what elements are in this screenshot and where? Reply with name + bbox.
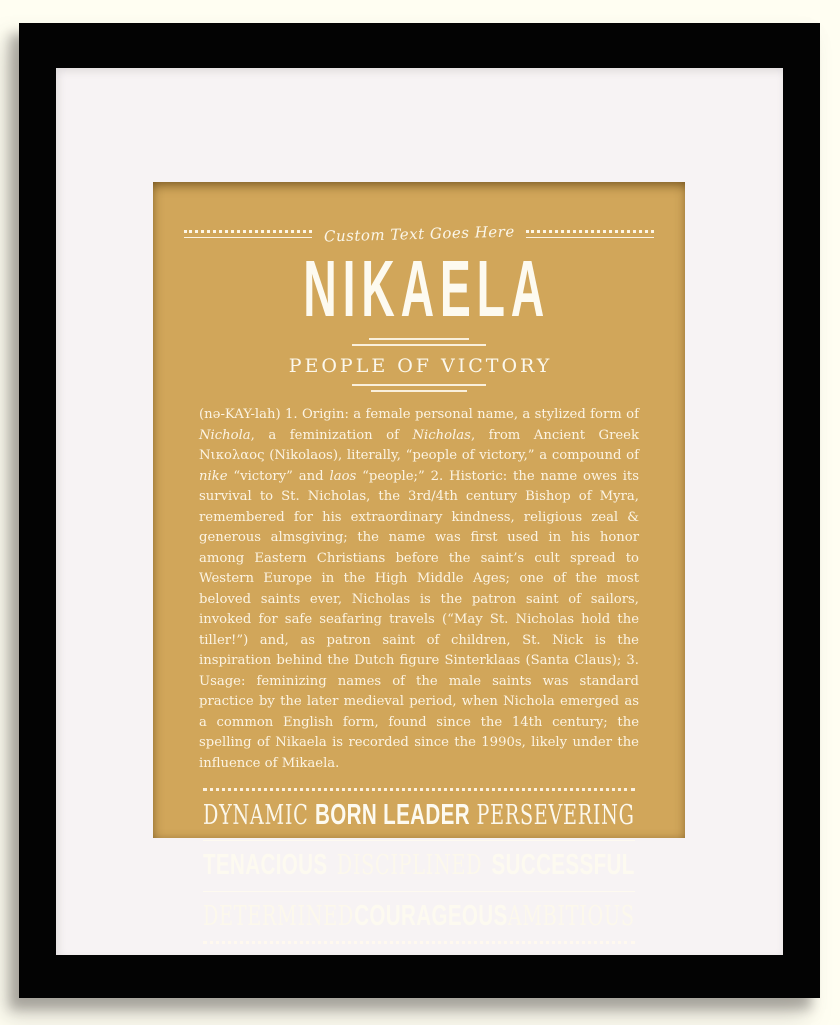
custom-text-row (153, 224, 685, 244)
picture-frame (19, 23, 820, 998)
trait-word: DETERMINED (203, 900, 355, 932)
definition-segment: “victory” and (227, 468, 330, 484)
definition-segment: “people;” 2. Historic: the name owes its survival to St. Nicholas, the 3rd/4th century Bishop of Myra, remembered for his extraordinary kindness, religious zeal & generous almsgiving; the name was first used in his honor among Eastern Christians before the saint’s cult spread to Western Europe in the High Middle Ages; one of the most beloved saints ever, Nicholas is the patron saint of sailors, invoked for safe seafaring travels (“May St. Nicholas hold the tiller!”) and, as patron saint of children, St. Nick is the inspiration behind the Dutch figure Sinterklaas (Santa Claus); 3. Usage: feminizing names of the male saints was standard practice by the later medieval period, when Nichola emerged as a common English form, found since the 14th century; the spelling of Nikaela is recorded since the 1990s, likely under the influence of Mikaela. (199, 468, 639, 771)
divider-line (203, 840, 635, 841)
trait-word: AMBITIOUS (507, 900, 635, 932)
dotted-rule (184, 230, 312, 233)
solid-rule (526, 237, 654, 238)
art-print (153, 182, 685, 932)
trait-word: DISCIPLINED (336, 850, 483, 882)
mat-board (56, 68, 783, 955)
definition-segment: (nə-KAY-lah) 1. Origin: a female personal name, a stylized form of (199, 407, 639, 422)
name-title (153, 244, 685, 333)
traits-section (203, 788, 635, 944)
divider-line (203, 891, 635, 892)
trait-row-2 (203, 847, 635, 883)
separator-line (369, 338, 469, 340)
definition-segment: laos (329, 468, 357, 484)
separator-line (352, 344, 486, 346)
trait-row-3 (203, 898, 635, 934)
trait-word: DYNAMIC (203, 800, 309, 831)
definition-segment: , from Ancient Greek Νικολαος (Nikolaos), literally, “people of victory,” a compound of (199, 427, 639, 463)
trait-row-1 (203, 797, 635, 833)
dotted-divider (203, 941, 635, 944)
name-title-text: NIKAELA (303, 244, 551, 333)
trait-word: BORN LEADER (315, 799, 470, 831)
trait-word: PERSEVERING (476, 800, 635, 831)
separator-line (352, 384, 486, 386)
trait-word: TENACIOUS (203, 849, 328, 882)
definition-segment: Nicholas (412, 427, 471, 443)
meaning-subtitle: PEOPLE OF VICTORY (288, 355, 553, 377)
dotted-rule (526, 230, 654, 233)
double-rule-separator-top (153, 338, 685, 346)
definition-text (199, 405, 639, 774)
custom-text-label: Custom Text Goes Here (323, 222, 515, 246)
dotted-ornament-left (184, 230, 312, 238)
dotted-divider (203, 788, 635, 791)
double-rule-separator-bottom (153, 384, 685, 392)
solid-rule (184, 237, 312, 238)
definition-segment: Nichola (199, 427, 251, 443)
separator-line (371, 390, 467, 392)
trait-word: SUCCESSFUL (491, 849, 635, 882)
definition-segment: nike (199, 468, 228, 484)
dotted-ornament-right (526, 230, 654, 238)
definition-segment: , a feminization of (250, 427, 413, 443)
trait-word: COURAGEOUS (354, 899, 508, 932)
